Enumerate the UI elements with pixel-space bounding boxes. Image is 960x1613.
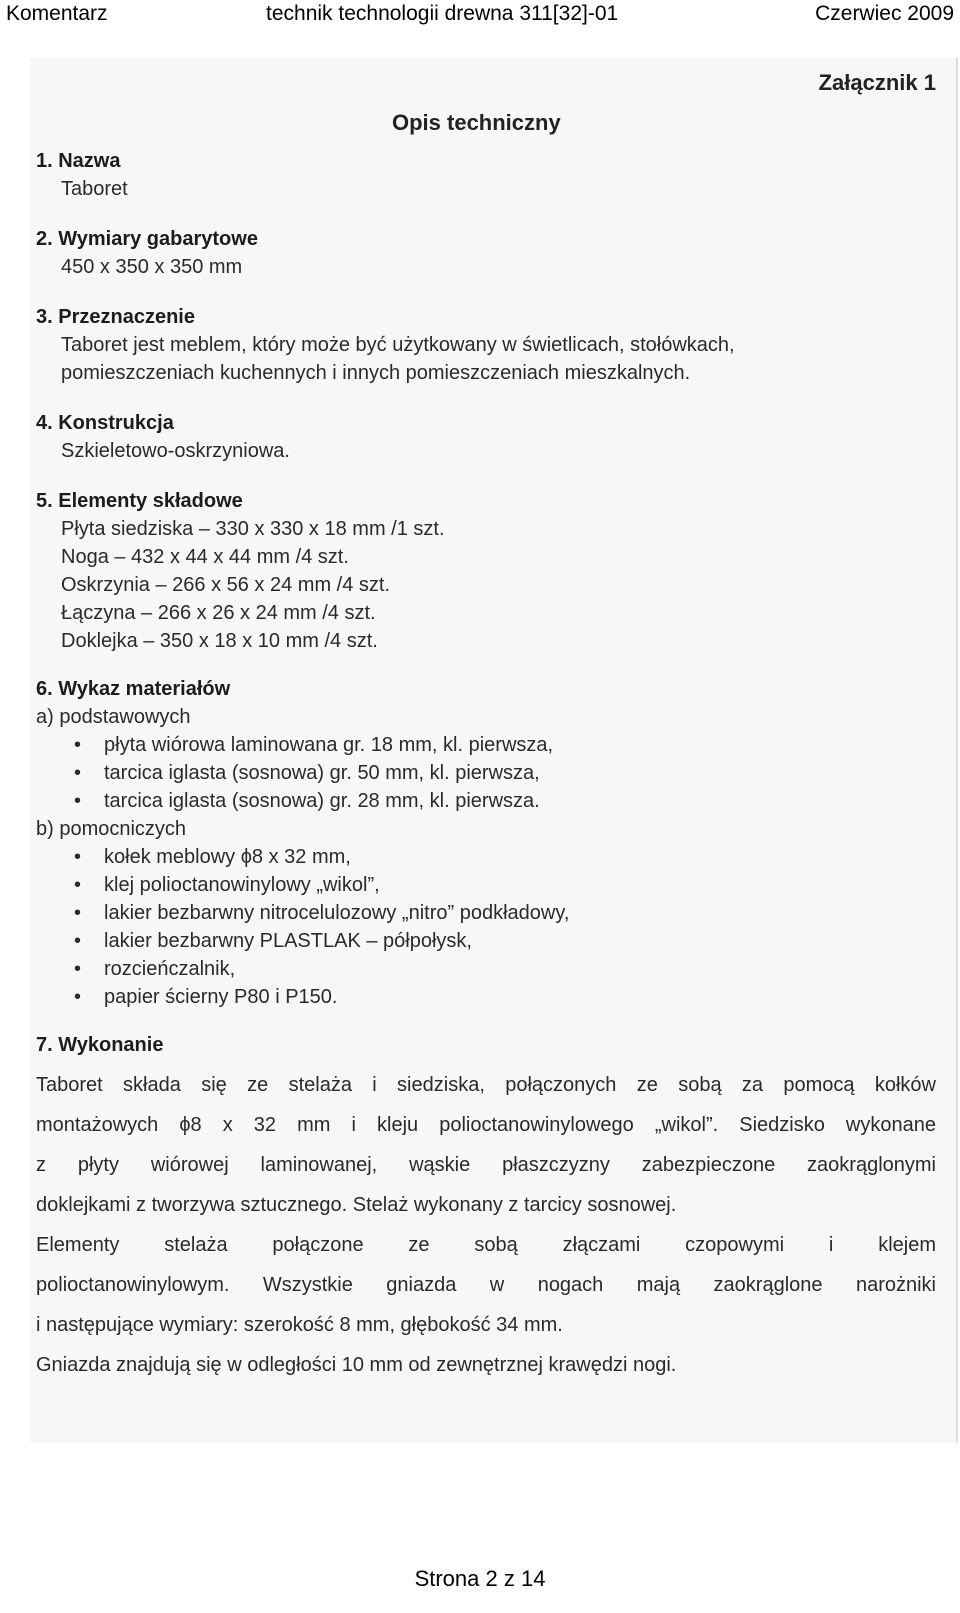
section-materials <box>36 675 936 1011</box>
section-execution <box>36 1031 936 1385</box>
section-text: Taboret <box>61 178 128 200</box>
header-left: Komentarz <box>6 2 108 25</box>
execution-text <box>36 1065 936 1385</box>
component-item: Łączyna – 266 x 26 x 24 mm /4 szt. <box>61 602 376 624</box>
section-components <box>36 487 936 655</box>
section-heading: 6. Wykaz materiałów <box>36 678 231 700</box>
scanned-page <box>30 58 958 1443</box>
component-item: Noga – 432 x 44 x 44 mm /4 szt. <box>61 546 349 568</box>
section-text: Szkieletowo-oskrzyniowa. <box>61 440 290 462</box>
paragraph-line: Gniazda znajdują się w odległości 10 mm od zewnętrznej krawędzi nogi. <box>36 1354 677 1376</box>
header-center: technik technologii drewna 311[32]-01 <box>266 2 619 25</box>
section-heading: 1. Nazwa <box>36 150 121 172</box>
header-right: Czerwiec 2009 <box>815 2 954 25</box>
materials-basic-label: a) podstawowych <box>36 706 191 728</box>
section-purpose <box>36 303 936 387</box>
section-heading: 5. Elementy składowe <box>36 490 243 512</box>
materials-auxiliary-list <box>36 843 936 1011</box>
section-heading: 3. Przeznaczenie <box>36 306 195 328</box>
paragraph-line: Taboret składa się ze stelaża i siedziska, połączonych ze sobą za pomocą kołków <box>36 1074 936 1096</box>
section-dimensions <box>36 225 936 281</box>
list-item: • lakier bezbarwny PLASTLAK – półpołysk, <box>74 927 936 955</box>
materials-basic-list <box>36 731 936 815</box>
paragraph-line: Elementy stelaża połączone ze sobą złączami czopowymi i klejem <box>36 1234 936 1256</box>
paragraph-line: doklejkami z tworzywa sztucznego. Stelaż wykonany z tarcicy sosnowej. <box>36 1194 677 1216</box>
paragraph-line: montażowych ϕ8 x 32 mm i kleju polioctanowinylowego „wikol”. Siedzisko wykonane <box>36 1114 936 1136</box>
list-item: • tarcica iglasta (sosnowa) gr. 50 mm, kl. pierwsza, <box>74 759 936 787</box>
page-header <box>0 0 960 30</box>
section-name <box>36 147 936 203</box>
paragraph-line: i następujące wymiary: szerokość 8 mm, głębokość 34 mm. <box>36 1314 563 1336</box>
list-item: • papier ścierny P80 i P150. <box>74 983 936 1011</box>
component-item: Doklejka – 350 x 18 x 10 mm /4 szt. <box>61 630 378 652</box>
section-heading: 7. Wykonanie <box>36 1034 164 1056</box>
document-body <box>36 147 936 1385</box>
attachment-label: Załącznik 1 <box>818 70 936 95</box>
paragraph-line: z płyty wiórowej laminowanej, wąskie płaszczyzny zabezpieczone zaokrąglonymi <box>36 1154 936 1176</box>
list-item: • klej polioctanowinylowy „wikol”, <box>74 871 936 899</box>
component-item: Płyta siedziska – 330 x 330 x 18 mm /1 szt. <box>61 518 445 540</box>
section-text: pomieszczeniach kuchennych i innych pomieszczeniach mieszkalnych. <box>61 362 691 384</box>
list-item: • tarcica iglasta (sosnowa) gr. 28 mm, kl. pierwsza. <box>74 787 936 815</box>
page-number: Strona 2 z 14 <box>414 1566 546 1591</box>
section-heading: 2. Wymiary gabarytowe <box>36 228 258 250</box>
list-item: • lakier bezbarwny nitrocelulozowy „nitro” podkładowy, <box>74 899 936 927</box>
list-item: • rozcieńczalnik, <box>74 955 936 983</box>
list-item: • kołek meblowy ϕ8 x 32 mm, <box>74 843 936 871</box>
list-item: • płyta wiórowa laminowana gr. 18 mm, kl. pierwsza, <box>74 731 936 759</box>
document-title: Opis techniczny <box>392 110 561 135</box>
section-heading: 4. Konstrukcja <box>36 412 174 434</box>
component-item: Oskrzynia – 266 x 56 x 24 mm /4 szt. <box>61 574 391 596</box>
section-construction <box>36 409 936 465</box>
section-text: 450 x 350 x 350 mm <box>61 256 243 278</box>
materials-auxiliary-label: b) pomocniczych <box>36 818 187 840</box>
section-text: Taboret jest meblem, który może być użytkowany w świetlicach, stołówkach, <box>61 334 735 356</box>
paragraph-line: polioctanowinylowym. Wszystkie gniazda w nogach mają zaokrąglone narożniki <box>36 1274 936 1296</box>
